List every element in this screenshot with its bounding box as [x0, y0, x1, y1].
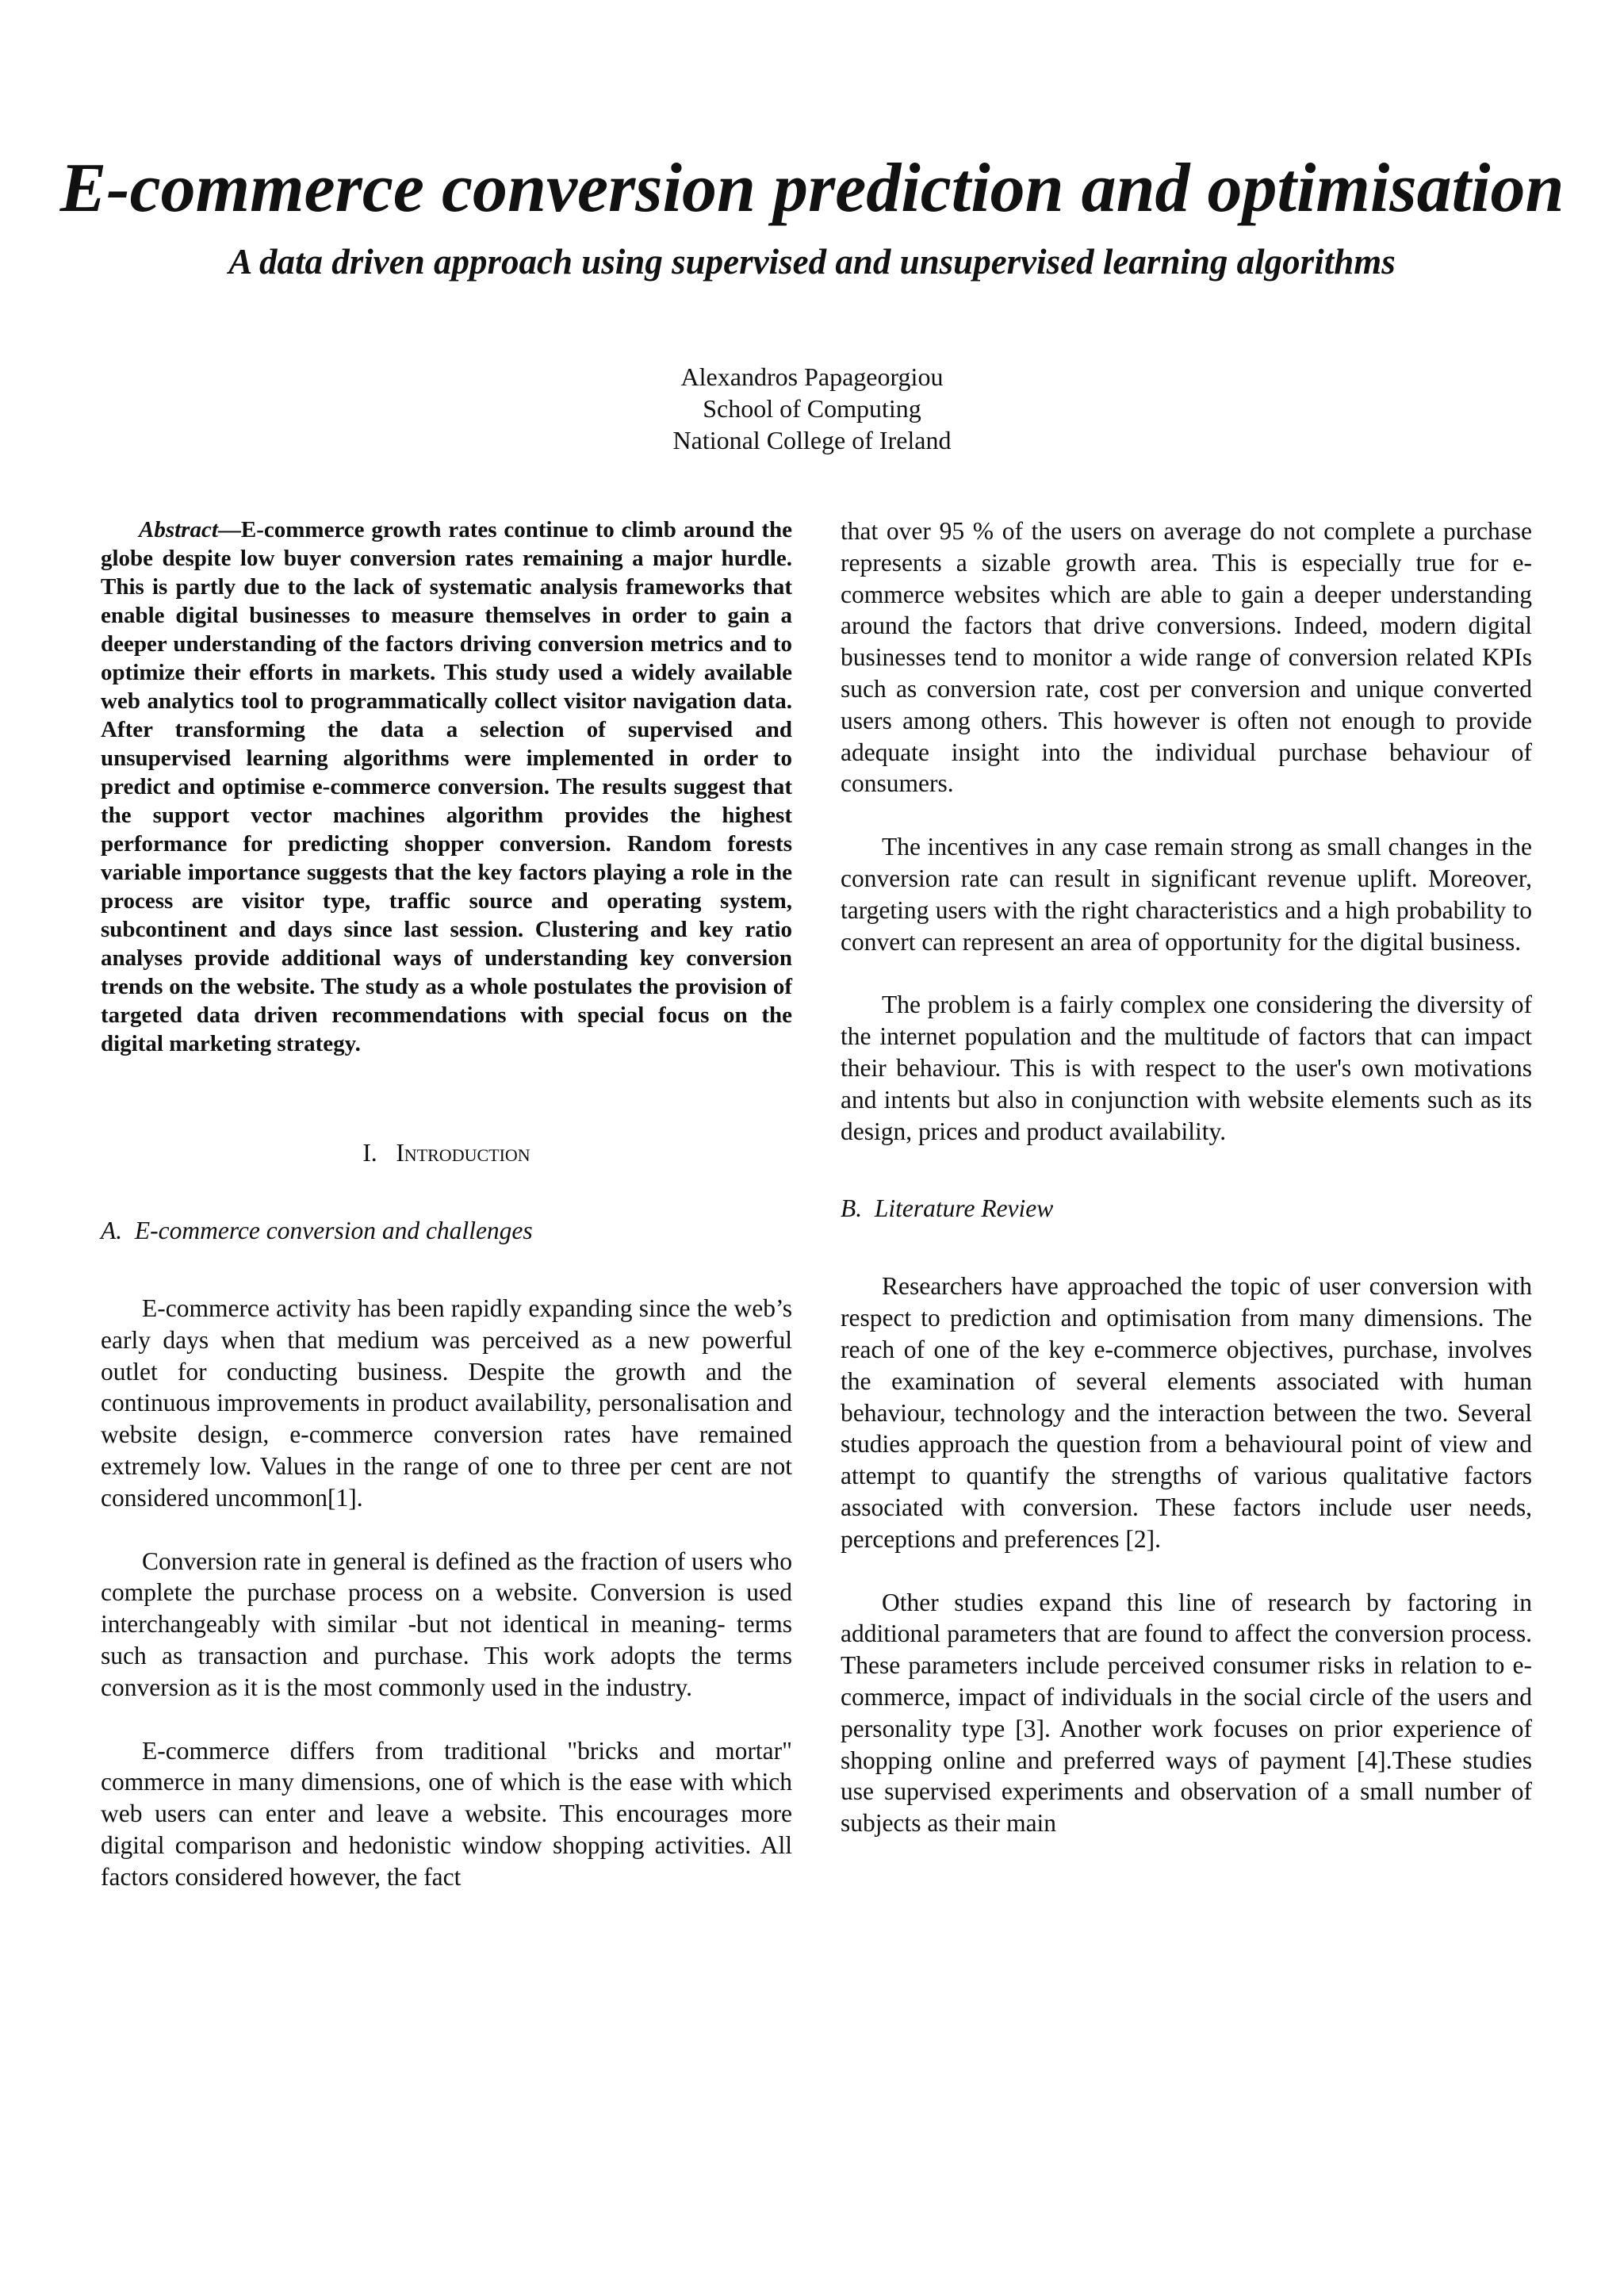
subsection-label: A.	[101, 1217, 123, 1244]
paragraph: E-commerce differs from traditional "bricks and mortar" commerce in many dimensions, one of which is the ease with which web users can enter and leave a website. This encourages more digital comparison and hedonistic window shopping activities. All factors considered however, the fact	[101, 1736, 792, 1891]
paragraph: The incentives in any case remain strong as small changes in the conversion rate can result in significant revenue uplift. Moreover, targeting users with the right characteristics and a high probability to convert can represent an area of opportunity for the digital business.	[841, 833, 1532, 956]
paragraph: Researchers have approached the topic of user conversion with respect to prediction and optimisation from many dimensions. The reach of one of the key e-commerce objectives, purchase, involves the examination of several elements associated with human behaviour, technology and the interaction between the two. Several studies approach the question from a behavioural point of view and attempt to quantify the strengths of various qualitative factors associated with conversion. These factors include user needs, perceptions and preferences [2].	[841, 1272, 1532, 1553]
paragraph: Other studies expand this line of research by factoring in additional parameters that are found to affect the conversion process. These parameters include perceived consumer risks in relation to e-commerce, impact of individuals in the social circle of the users and personality type [3]. Another work focuses on prior experience of shopping online and preferred ways of payment [4].These studies use supervised experiments and observation of a small number of subjects as their main	[841, 1588, 1532, 1838]
author-department: School of Computing	[703, 394, 921, 423]
author-institution: National College of Ireland	[672, 426, 952, 454]
subsection-heading-a	[101, 1215, 792, 1247]
section-number: I.	[362, 1139, 377, 1167]
author-name: Alexandros Papageorgiou	[680, 362, 944, 391]
abstract-label: Abstract	[139, 517, 218, 542]
subsection-label: B.	[841, 1194, 863, 1223]
abstract-dash: —	[217, 517, 241, 542]
paragraph-continued: that over 95 % of the users on average do not complete a purchase represents a sizable growth area. This is especially true for e-commerce websites which are able to gain a deeper understanding around the factors that drive conversions. Indeed, modern digital businesses tend to monitor a wide range of conversion related KPIs such as conversion rate, cost per conversion and unique converted users among others. This however is often not enough to provide adequate insight into the individual purchase behaviour of consumers.	[841, 517, 1532, 798]
abstract	[101, 516, 792, 1058]
section-title: Introduction	[396, 1139, 530, 1167]
abstract-text: E-commerce growth rates continue to climb around the globe despite low buyer conversion rates remaining a major hurdle. This is partly due to the lack of systematic analysis frameworks that enable digital businesses to measure themselves in order to gain a deeper understanding of the factors driving conversion metrics and to optimize their efforts in markets. This study used a widely available web analytics tool to programmatically collect visitor navigation data. After transforming the data a selection of supervised and unsupervised learning algorithms were implemented in order to predict and optimise e-commerce conversion. The results suggest that the support vector machines algorithm provides the highest performance for predicting shopper conversion. Random forests variable importance suggests that the key factors playing a role in the process are visitor type, traffic source and operating system, subcontinent and days since last session. Clustering and key ratio analyses provide additional ways of understanding key conversion trends on the website. The study as a whole postulates the provision of targeted data driven recommendations with special focus on the digital marketing strategy.	[101, 517, 792, 1056]
paragraph: E-commerce activity has been rapidly expanding since the web’s early days when that medium was perceived as a new powerful outlet for conducting business. Despite the growth and the continuous improvements in product availability, personalisation and website design, e-commerce conversion rates have remained extremely low. Values in the range of one to three per cent are not considered uncommon[1].	[101, 1294, 792, 1512]
right-column	[841, 516, 1532, 1839]
subsection-heading-b	[841, 1193, 1532, 1225]
section-heading-introduction	[101, 1137, 792, 1169]
paper-title: E-commerce conversion prediction and optimisation	[59, 150, 1565, 227]
paragraph: The problem is a fairly complex one considering the diversity of the internet population and the multitude of factors that can impact their behaviour. This is with respect to the user's own motivations and intents but also in conjunction with website elements such as its design, prices and product availability.	[841, 991, 1532, 1145]
subsection-title: E-commerce conversion and challenges	[134, 1217, 533, 1244]
paper-subtitle: A data driven approach using supervised and unsupervised learning algorithms	[228, 242, 1396, 282]
subsection-title: Literature Review	[874, 1194, 1054, 1223]
author-block	[0, 361, 1624, 456]
paragraph: Conversion rate in general is defined as the fraction of users who complete the purchase process on a website. Conversion is used interchangeably with similar -but not identical in meaning- terms such as transaction and purchase. This work adopts the terms conversion as it is the most commonly used in the industry.	[101, 1547, 792, 1701]
left-column	[101, 516, 792, 1893]
